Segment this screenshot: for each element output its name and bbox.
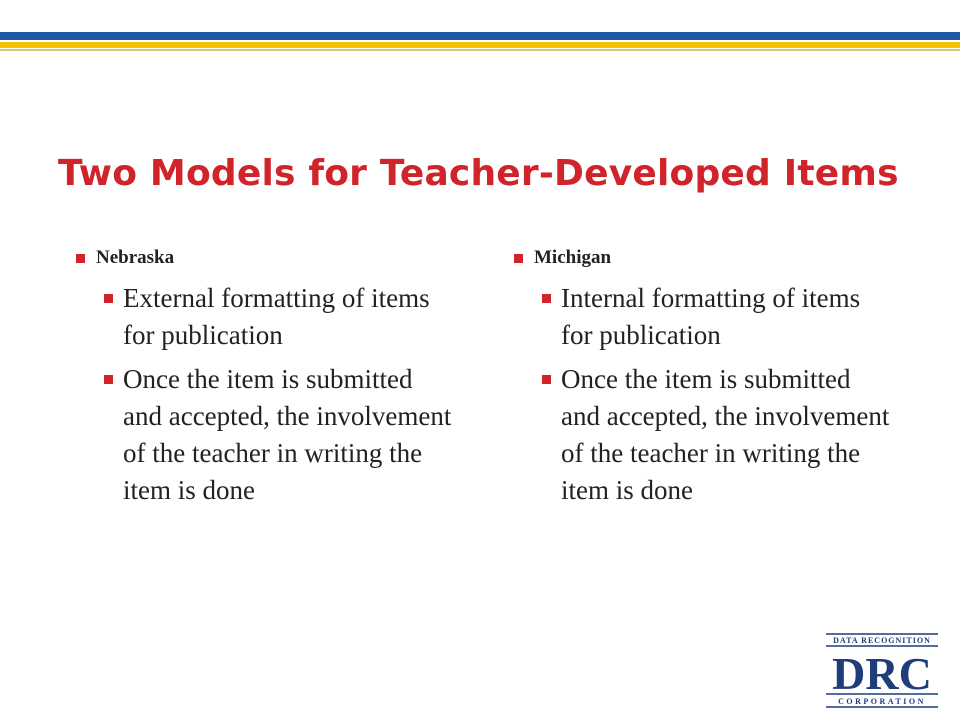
logo-bottom-text: CORPORATION — [838, 697, 926, 706]
column-nebraska — [76, 243, 456, 513]
square-bullet-icon — [542, 375, 551, 384]
bullet-item — [542, 280, 894, 354]
header-stripe-yellow — [0, 42, 960, 48]
bullet-text: Once the item is submitted and accepted, the involvement of the teacher in writing the item is done — [123, 364, 452, 505]
bullet-item — [104, 280, 456, 354]
square-bullet-icon — [76, 254, 85, 263]
bullet-item — [542, 361, 894, 509]
logo-top-text: DATA RECOGNITION — [833, 636, 931, 645]
column-michigan — [514, 243, 894, 513]
bullet-heading — [514, 243, 894, 273]
square-bullet-icon — [104, 294, 113, 303]
logo-main-text: DRC — [832, 648, 932, 699]
header-stripe-thin — [0, 49, 960, 51]
column-heading: Nebraska — [96, 247, 175, 268]
bullet-text: External formatting of items for publication — [123, 283, 430, 350]
drc-logo — [824, 632, 940, 708]
header-stripe-blue — [0, 32, 960, 40]
column-heading: Michigan — [534, 247, 612, 268]
bullet-item — [104, 361, 456, 509]
square-bullet-icon — [514, 254, 523, 263]
slide-title: Two Models for Teacher-Developed Items — [58, 153, 899, 194]
bullet-heading — [76, 243, 456, 273]
square-bullet-icon — [104, 375, 113, 384]
square-bullet-icon — [542, 294, 551, 303]
bullet-text: Once the item is submitted and accepted, the involvement of the teacher in writing the item is done — [561, 364, 890, 505]
bullet-text: Internal formatting of items for publication — [561, 283, 861, 350]
